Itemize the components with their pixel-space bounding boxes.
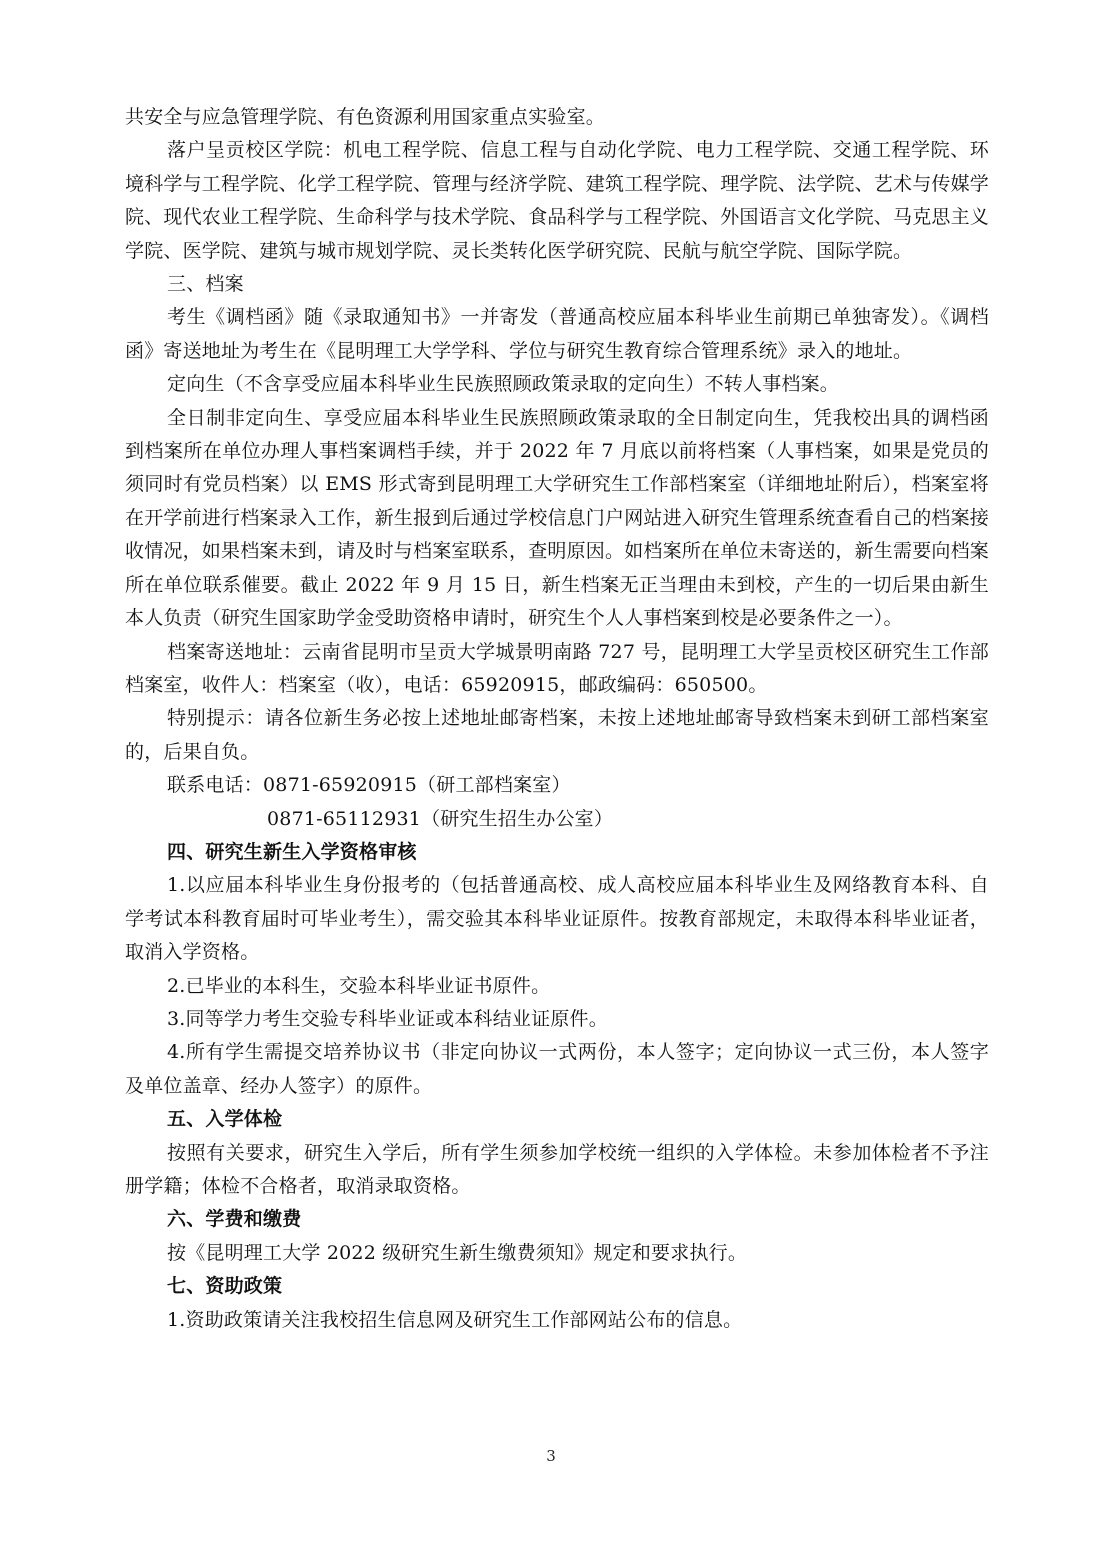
- page-body: [125, 101, 989, 1337]
- section-heading-admission-review: 四、研究生新生入学资格审核: [167, 840, 417, 863]
- paragraph-contact-phone-2: 0871-65112931（研究生招生办公室）: [267, 807, 614, 830]
- list-item-review-4: 4.所有学生需提交培养协议书（非定向协议一式两份，本人签字；定向协议一式三份，本人签字及单位盖章、经办人签字）的原件。: [125, 1041, 989, 1097]
- section-heading-medical-exam: 五、入学体检: [167, 1108, 283, 1131]
- section-heading-financial-aid: 七、资助政策: [167, 1275, 283, 1298]
- paragraph-archive-address: 档案寄送地址：云南省昆明市呈贡大学城景明南路 727 号，昆明理工大学呈贡校区研究生工作部档案室，收件人：档案室（收），电话：65920915，邮政编码：650500。: [125, 640, 989, 696]
- paragraph-tuition: 按《昆明理工大学 2022 级研究生新生缴费须知》规定和要求执行。: [167, 1241, 748, 1264]
- paragraph-archive-transfer: 全日制非定向生、享受应届本科毕业生民族照顾政策录取的全日制定向生，凭我校出具的调档函到档案所在单位办理人事档案调档手续，并于 2022 年 7 月底以前将档案（人事档案，如果是党员的须同时有党员档案）以 EMS 形式寄到昆明理工大学研究生工作部档案室（详细地址附后），档案室将在开学前进行档案录入工作，新生报到后通过学校信息门户网站进入研究生管理系统查看自己的档案接收情况，如果档案未到，请及时与档案室联系，查明原因。如档案所在单位未寄送的，新生需要向档案所在单位联系催要。截止 2022 年 9 月 15 日，新生档案无正当理由未到校，产生的一切后果由新生本人负责（研究生国家助学金受助资格申请时，研究生个人人事档案到校是必要条件之一）。: [125, 406, 990, 630]
- paragraph-special-notice: 特别提示：请各位新生务必按上述地址邮寄档案，未按上述地址邮寄导致档案未到研工部档案室的，后果自负。: [125, 707, 989, 763]
- list-item-review-1: 1.以应届本科毕业生身份报考的（包括普通高校、成人高校应届本科毕业生及网络教育本科、自学考试本科教育届时可毕业考生），需交验其本科毕业证原件。按教育部规定，未取得本科毕业证者，取消入学资格。: [125, 874, 989, 964]
- list-item-review-3: 3.同等学力考生交验专科毕业证或本科结业证原件。: [167, 1007, 608, 1030]
- paragraph-medical-exam: 按照有关要求，研究生入学后，所有学生须参加学校统一组织的入学体检。未参加体检者不予注册学籍；体检不合格者，取消录取资格。: [125, 1141, 989, 1197]
- section-heading-tuition: 六、学费和缴费: [167, 1208, 302, 1231]
- section-heading-archives: 三、档案: [167, 273, 244, 296]
- paragraph-continued: 共安全与应急管理学院、有色资源利用国家重点实验室。: [125, 106, 606, 128]
- paragraph-contact-phone-1: 联系电话：0871-65920915（研工部档案室）: [167, 774, 571, 797]
- list-item-review-2: 2.已毕业的本科生，交验本科毕业证书原件。: [167, 974, 551, 997]
- list-item-financial-aid-1: 1.资助政策请关注我校招生信息网及研究生工作部网站公布的信息。: [167, 1308, 743, 1331]
- paragraph-chenggong-campus-colleges: 落户呈贡校区学院：机电工程学院、信息工程与自动化学院、电力工程学院、交通工程学院、环境科学与工程学院、化学工程学院、管理与经济学院、建筑工程学院、理学院、法学院、艺术与传媒学院、现代农业工程学院、生命科学与技术学院、食品科学与工程学院、外国语言文化学院、马克思主义学院、医学院、建筑与城市规划学院、灵长类转化医学研究院、民航与航空学院、国际学院。: [125, 139, 990, 262]
- paragraph-archive-letter: 考生《调档函》随《录取通知书》一并寄发（普通高校应届本科毕业生前期已单独寄发）。《调档函》寄送地址为考生在《昆明理工大学学科、学位与研究生教育综合管理系统》录入的地址。: [125, 306, 989, 362]
- page-number: 3: [546, 1447, 556, 1465]
- paragraph-directed-students: 定向生（不含享受应届本科毕业生民族照顾政策录取的定向生）不转人事档案。: [167, 373, 840, 396]
